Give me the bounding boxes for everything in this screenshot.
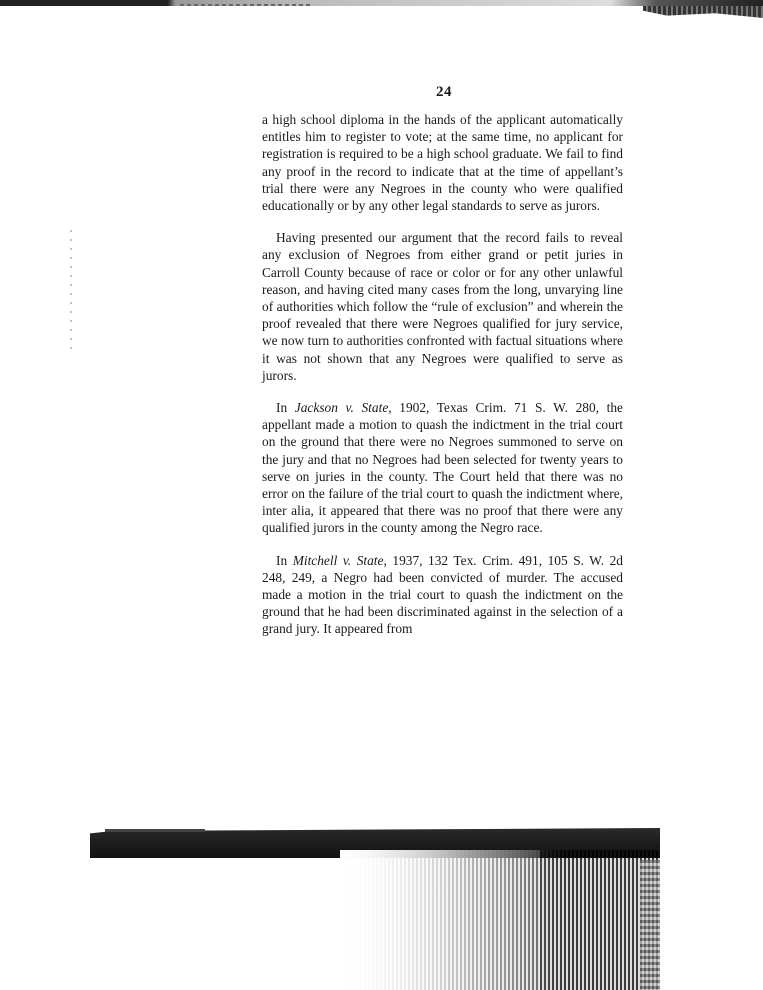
scan-top-right-mark: [643, 6, 763, 18]
body-text: [262, 111, 623, 653]
page-number: 24: [436, 84, 452, 100]
paragraph-3-lead: In: [276, 400, 295, 416]
paragraph-4-lead: In: [276, 552, 293, 568]
scan-top-dashes: [180, 4, 310, 6]
scan-left-speckles: [70, 230, 72, 350]
case-citation-mitchell: Mitchell v. State,: [292, 552, 387, 568]
case-citation-jackson: Jackson v. State,: [294, 400, 392, 416]
scan-bottom-fade: [340, 850, 540, 990]
paragraph-4: [262, 552, 623, 638]
scan-top-border: [0, 0, 763, 6]
paragraph-3: [262, 399, 623, 537]
paragraph-1: a high school diploma in the hands of the applicant automatically entitles him to register to vote; at the same time, no applicant for registration is required to be a high school graduate. We fail to find any proof in the record to indicate that at the time of appellant’s trial there were any Negroes in the county who were qualified educationally or by any other legal standards to serve as jurors.: [262, 112, 623, 214]
paragraph-4-text: 1937, 132 Tex. Crim. 491, 105 S. W. 2d 248, 249, a Negro had been convicted of murder. The accused made a motion in the trial court to quash the indictment on the ground that he had been discriminated against in the selection of a grand jury. It appeared from: [262, 552, 623, 637]
scan-right-noise: [640, 860, 660, 990]
paragraph-2: Having presented our argument that the record fails to reveal any exclusion of Negroes from either grand or petit juries in Carroll County because of race or color or for any other unlawful reason, and having cited many cases from the long, unvarying line of authorities which follow the “rule of exclusion” and wherein the proof revealed that there were Negroes qualified for jury service, we now turn to authorities confronted with factual situations where it was not shown that any Negroes were qualified to serve as jurors.: [262, 230, 623, 383]
paragraph-3-text: 1902, Texas Crim. 71 S. W. 280, the appellant made a motion to quash the indictment in the trial court on the ground that there were no Negroes summoned to serve on the jury and that no Negroes had been selected for twenty years to serve on juries in the county. The Court held that there was no error on the failure of the trial court to quash the indictment where, inter alia, it appeared that there was no proof that there were any qualified jurors in the county among the Negro race.: [262, 400, 623, 536]
scan-bottom-line: [105, 829, 205, 832]
